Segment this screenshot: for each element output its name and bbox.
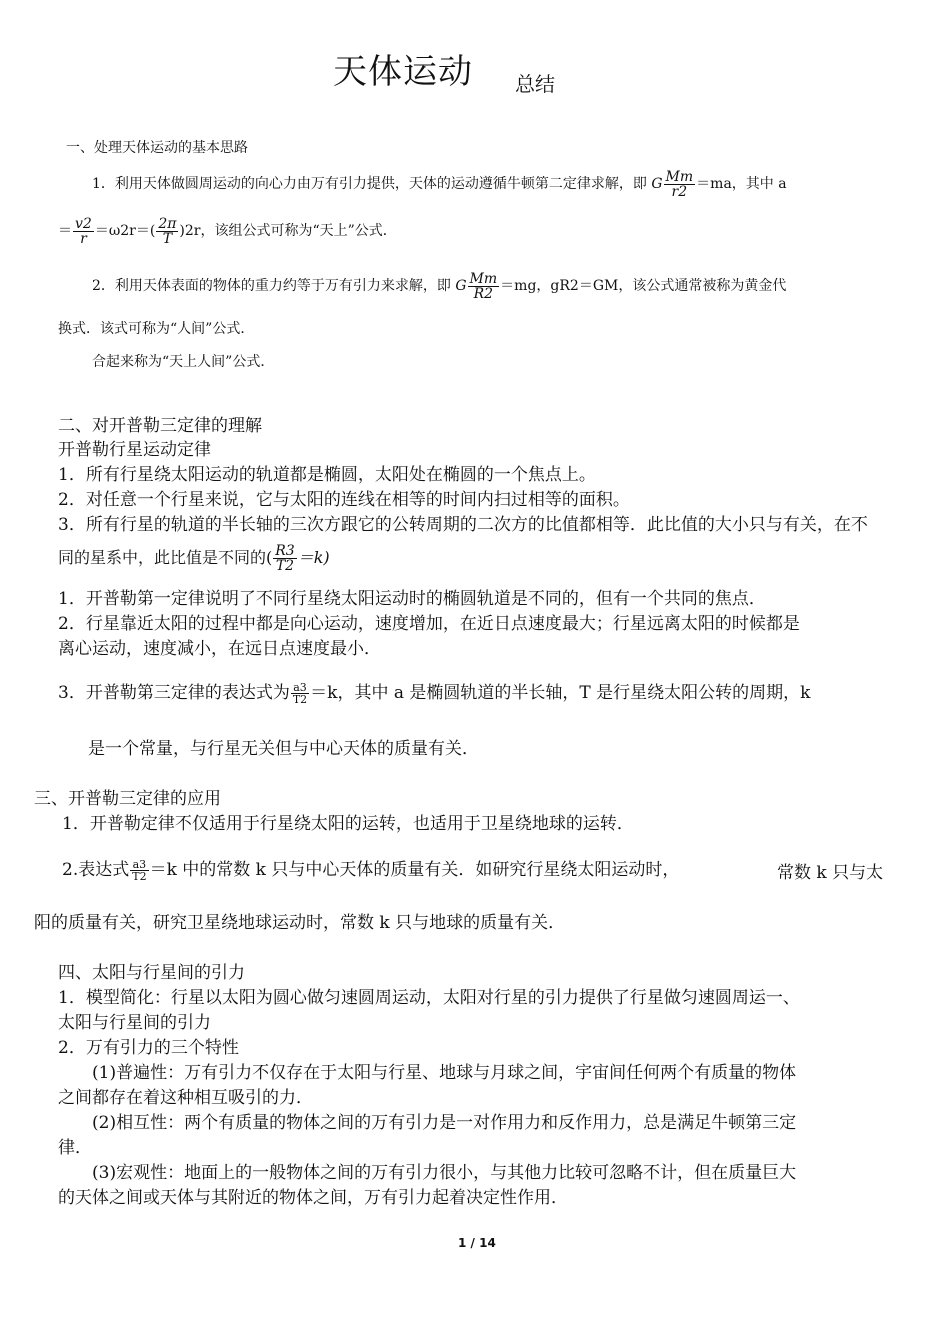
section1-para2-tail: ＝mg，gR2＝GM，该公式通常被称为黄金代 [500, 278, 787, 294]
section1-para1-tail: ＝ma，其中 a [696, 176, 787, 192]
kepler-law-3-cont [58, 538, 330, 578]
property-universality-b: 之间都存在着这种相互吸引的力． [58, 1088, 313, 1108]
section2-subheading: 开普勒行星运动定律 [58, 440, 211, 460]
fraction-numerator: a3 [293, 681, 307, 694]
section1-para2-text: 2．利用天体表面的物体的重力约等于万有引力来求解，即 [92, 278, 451, 294]
application-2-tail: ＝k 中的常数 k 只与中心天体的质量有关．如研究行星绕太阳运动时， [149, 860, 680, 880]
fraction-numerator: R3 [275, 543, 295, 559]
property-mutuality-b: 律． [58, 1138, 92, 1158]
kepler-law-3: 3．所有行星的轨道的半长轴的三次方跟它的公转周期的二次方的比值都相等．此比值的大小只与有关，在不 [58, 515, 868, 535]
application-2b: 阳的质量有关，研究卫星绕地球运动时，常数 k 只与地球的质量有关． [34, 913, 566, 933]
kepler-law-3-cont-text: 同的星系中，此比值是不同的( [58, 548, 273, 567]
fraction-denominator: T2 [132, 870, 147, 883]
fraction-numerator: v2 [75, 215, 92, 232]
formula-G: G [651, 176, 663, 192]
formula-G: G [455, 278, 467, 294]
gravitation-1: 1．模型简化：行星以太阳为圆心做匀速圆周运动，太阳对行星的引力提供了行星做匀速圆周运一、 [58, 988, 800, 1008]
formula-fraction [468, 272, 500, 301]
kepler-law-1: 1．所有行星绕太阳运动的轨道都是椭圆，太阳处在椭圆的一个焦点上。 [58, 465, 596, 485]
section1-para2 [92, 266, 786, 306]
page-title: 天体运动 [333, 52, 473, 92]
understanding-2a: 2．行星靠近太阳的过程中都是向心运动，速度增加，在近日点速度最大；行星远离太阳的时候都是 [58, 614, 800, 634]
section1-heading: 一、处理天体运动的基本思路 [66, 140, 248, 156]
section1-para1 [92, 164, 787, 204]
fraction-denominator: R2 [468, 286, 500, 301]
section4-heading: 四、太阳与行星间的引力 [58, 963, 245, 983]
application-1: 1．开普勒定律不仅适用于行星绕太阳的运转，也适用于卫星绕地球的运转． [62, 814, 634, 834]
fraction-denominator: r2 [664, 184, 696, 199]
property-macroscopic-b: 的天体之间或天体与其附近的物体之间，万有引力起着决定性作用． [58, 1188, 568, 1208]
page-subtitle: 总结 [515, 72, 555, 96]
gravitation-2: 2．万有引力的三个特性 [58, 1038, 239, 1058]
fraction-denominator: T [156, 231, 178, 246]
fraction-numerator: Mm [469, 270, 498, 287]
formula-fraction-2pi-T [156, 217, 178, 246]
section1-para1-cont [58, 211, 397, 251]
section1-para1-text: 1．利用天体做圆周运动的向心力由万有引力提供，天体的运动遵循牛顿第二定律求解，即 [92, 176, 647, 192]
fraction-numerator: 2π [158, 215, 177, 232]
fraction-denominator: r [73, 231, 94, 246]
property-universality-a: (1)普遍性：万有引力不仅存在于太阳与行星、地球与月球之间，宇宙间任何两个有质量的物体 [92, 1063, 797, 1083]
section2-heading: 二、对开普勒三定律的理解 [58, 416, 262, 436]
understanding-1: 1．开普勒第一定律说明了不同行星绕太阳运动时的椭圆轨道是不同的，但有一个共同的焦点． [58, 589, 766, 609]
application-2-text: 2.表达式 [62, 860, 130, 880]
understanding-3-text: 3．开普勒第三定律的表达式为 [58, 683, 290, 703]
understanding-3 [58, 673, 810, 713]
fraction-denominator: T2 [292, 693, 308, 706]
formula-fraction-R3-T2 [273, 544, 296, 573]
application-2-right: 常数 k 只与太 [777, 863, 884, 883]
property-mutuality-a: (2)相互性：两个有质量的物体之间的万有引力是一对作用力和反作用力，总是满足牛顿第三定 [92, 1113, 797, 1133]
section1-para3: 合起来称为“天上人间”公式． [92, 354, 275, 370]
application-2 [62, 850, 679, 890]
formula-fraction-v2r [73, 217, 94, 246]
fraction-numerator: Mm [665, 168, 694, 185]
section1-para1-cont-tail: )2r，该组公式可称为“天上”公式． [179, 223, 397, 239]
formula-fraction-a3-T2 [130, 859, 148, 882]
kepler-law-3-cont-tail: ＝k) [297, 548, 330, 567]
fraction-numerator: a3 [132, 858, 147, 871]
formula-fraction-a3-T2 [291, 682, 309, 705]
formula-eq: ＝ [58, 223, 72, 239]
gravitation-1b: 太阳与行星间的引力 [58, 1013, 211, 1033]
understanding-3-tail: ＝k，其中 a 是椭圆轨道的半长轴，T 是行星绕太阳公转的周期，k [310, 683, 811, 703]
formula-fraction [664, 170, 696, 199]
property-macroscopic-a: (3)宏观性：地面上的一般物体之间的万有引力很小，与其他力比较可忽略不计，但在质量巨大 [92, 1163, 797, 1183]
understanding-2b: 离心运动，速度减小，在远日点速度最小． [58, 639, 381, 659]
understanding-3b: 是一个常量，与行星无关但与中心天体的质量有关． [88, 739, 479, 759]
fraction-denominator: T2 [273, 558, 296, 573]
section1-para2-cont: 换式．该式可称为“人间”公式． [58, 321, 255, 337]
kepler-law-2: 2．对任意一个行星来说，它与太阳的连线在相等的时间内扫过相等的面积。 [58, 490, 630, 510]
section3-heading: 三、开普勒三定律的应用 [34, 789, 221, 809]
formula-mid: ＝ω2r＝( [94, 223, 156, 239]
page-indicator: 1 / 14 [458, 1236, 496, 1250]
